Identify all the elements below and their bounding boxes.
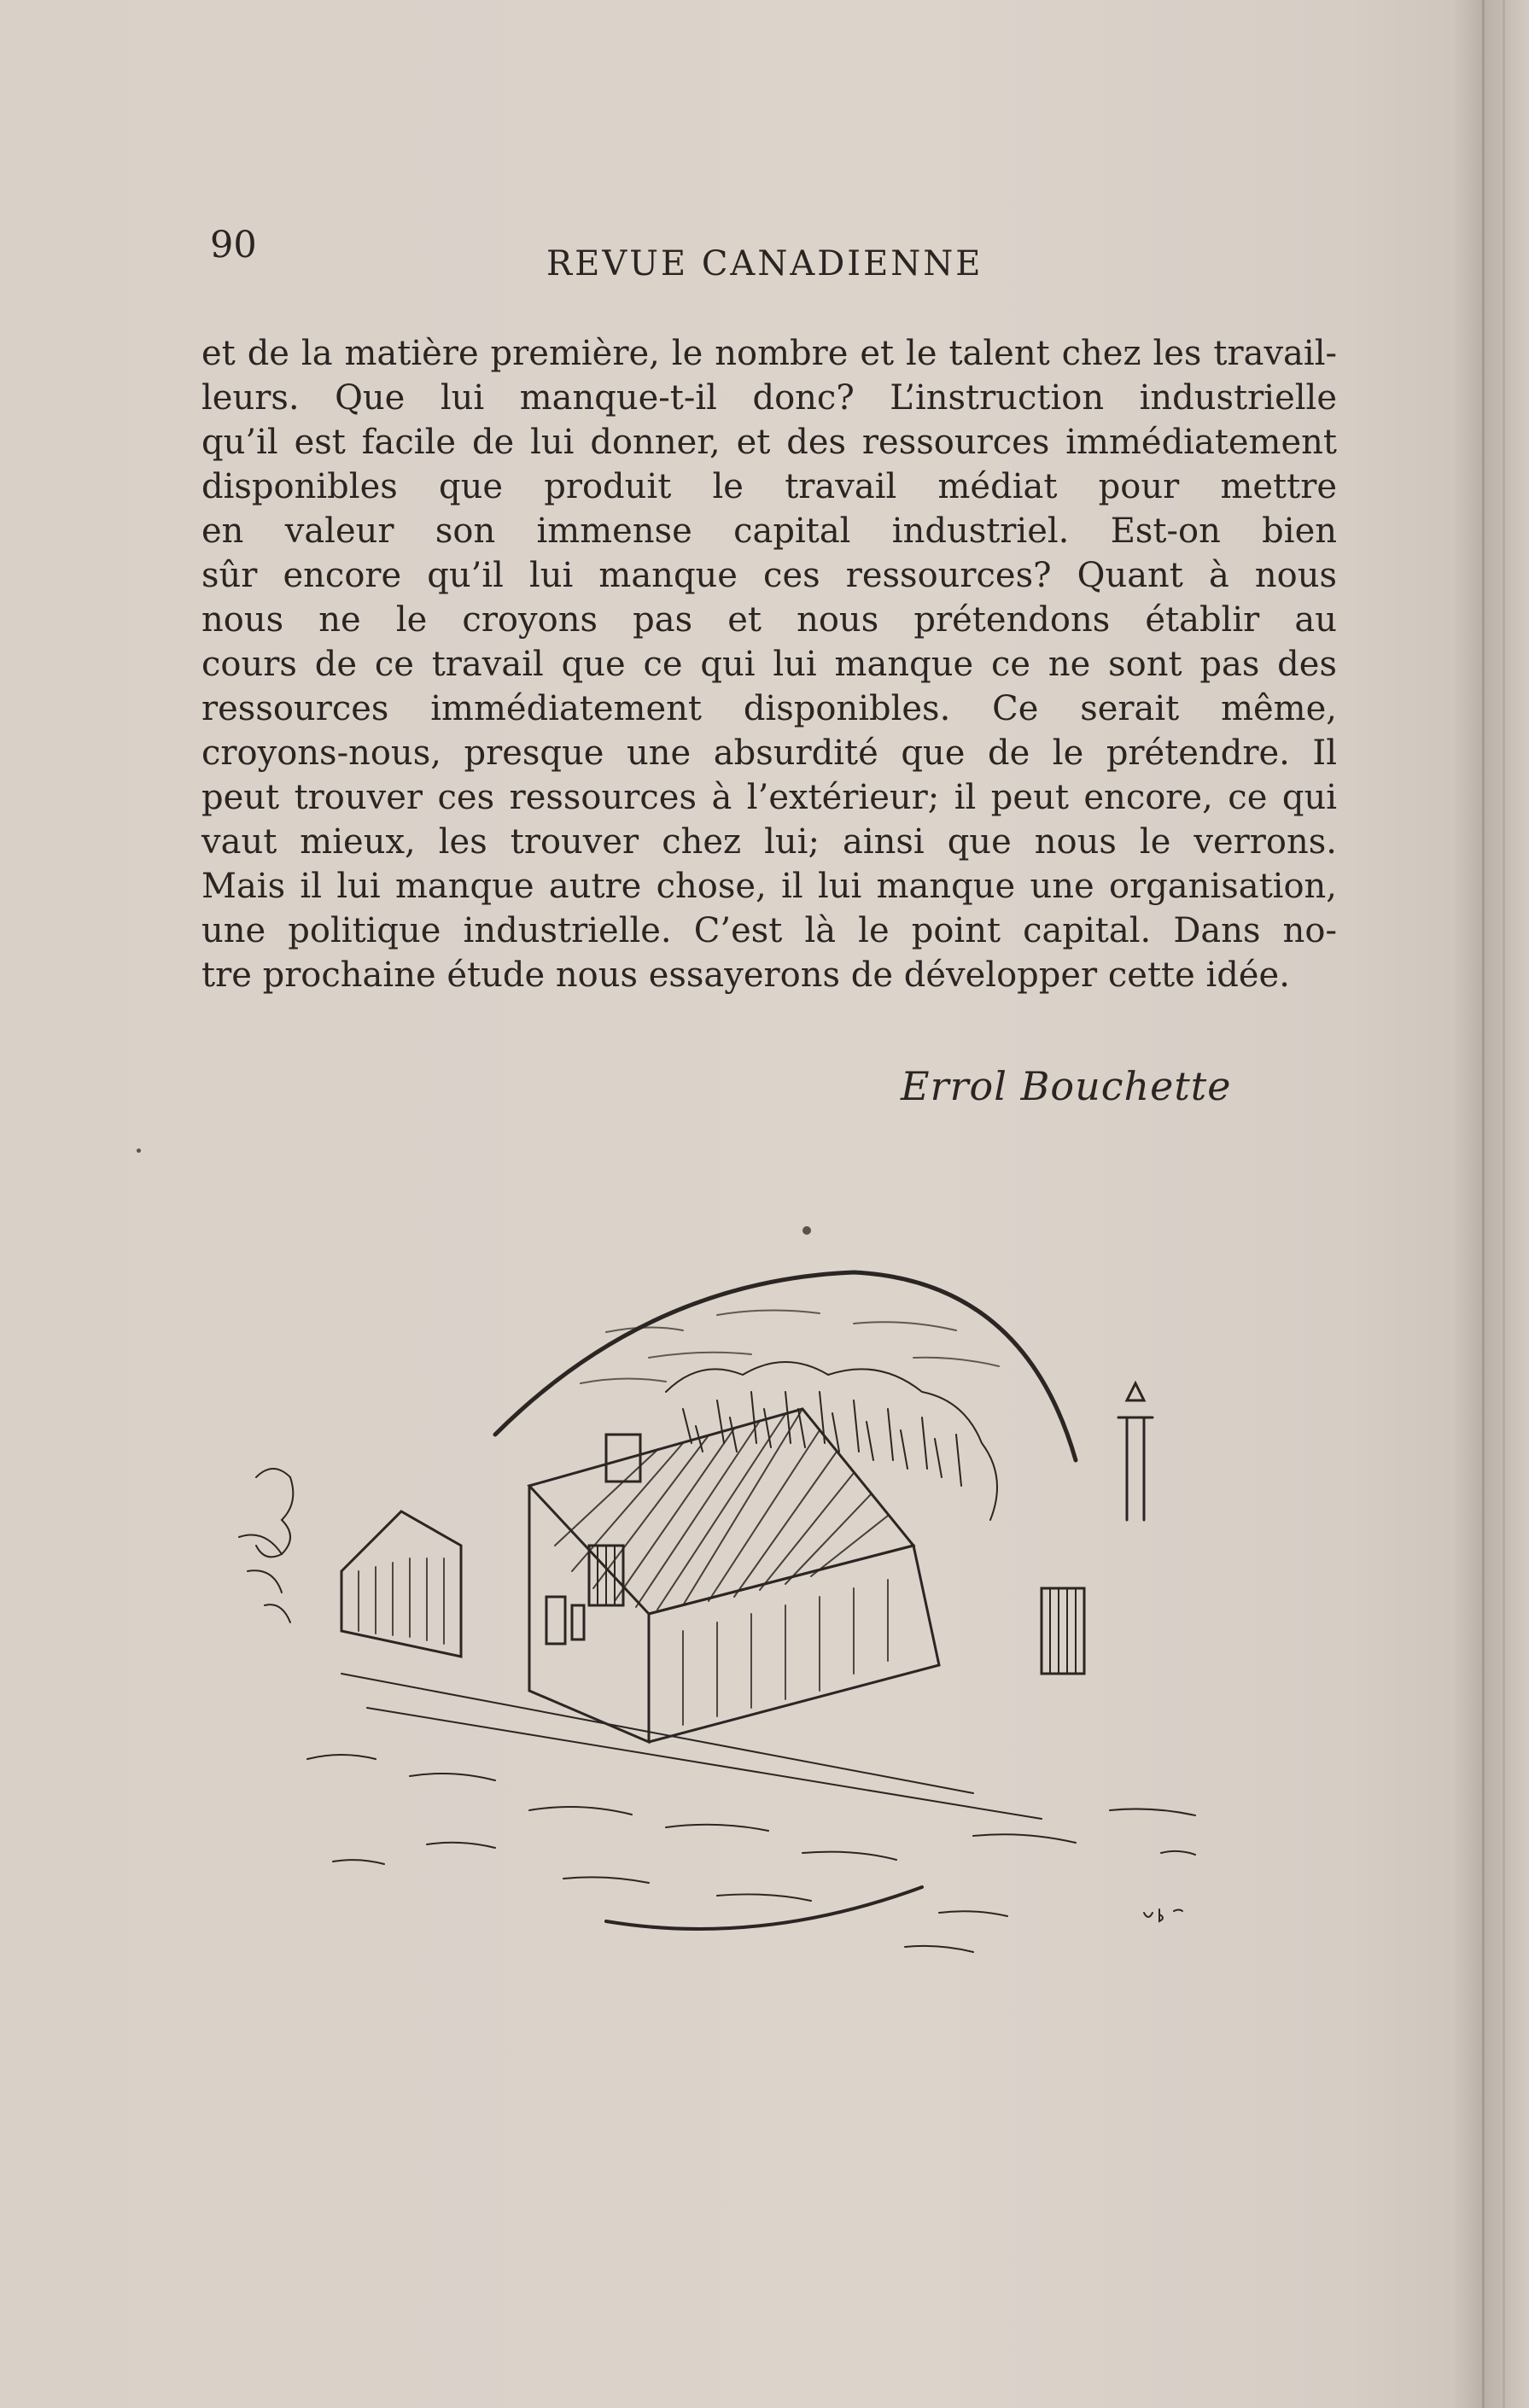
left-bushes [239, 1469, 293, 1622]
text-line: qu’il est facile de lui donner, et des ressources immédiatement [201, 423, 1337, 462]
text-line: vaut mieux, les trouver chez lui; ainsi que nous le verrons. [201, 822, 1337, 862]
text-line: et de la matière première, le nombre et le talent chez les travail- [201, 334, 1337, 373]
sky-hatching [581, 1310, 999, 1383]
page-edge-shadow [1503, 0, 1505, 2408]
well-post [1118, 1383, 1153, 1520]
text-line: sûr encore qu’il lui manque ces ressources? Quant à nous [201, 556, 1337, 595]
wall-hatching [683, 1580, 888, 1725]
chimney [606, 1435, 640, 1482]
text-line: ressources immédiatement disponibles. Ce serait même, [201, 689, 1337, 728]
tree-foliage [666, 1362, 997, 1520]
window-small [572, 1605, 584, 1639]
text-line: croyons-nous, presque une absurdité que de le prétendre. Il [201, 734, 1337, 773]
house-vignette-illustration [205, 1264, 1298, 1990]
door [546, 1597, 565, 1644]
text-line: Mais il lui manque autre chose, il lui manque une organisation, [201, 867, 1337, 906]
ink-speck [802, 1226, 811, 1235]
page-number: 90 [210, 224, 257, 266]
right-shed [1042, 1588, 1084, 1674]
author-signature: Errol Bouchette [901, 1063, 1232, 1109]
artist-mark [1144, 1909, 1182, 1921]
text-line: tre prochaine étude nous essayerons de développer cette idée. [201, 956, 1290, 995]
text-line: nous ne le croyons pas et nous prétendons établir au [201, 600, 1337, 640]
arch-frame [495, 1272, 1076, 1460]
text-line: disponibles que produit le travail médiat pour mettre [201, 467, 1337, 506]
text-line: en valeur son immense capital industriel. Est-on bien [201, 511, 1337, 551]
text-line: une politique industrielle. C’est là le point capital. Dans no- [201, 911, 1337, 950]
running-title: REVUE CANADIENNE [546, 244, 983, 283]
page-edge [1482, 0, 1485, 2408]
text-line: cours de ce travail que ce qui lui manque ce ne sont pas des [201, 645, 1337, 684]
arch-base [606, 1887, 922, 1929]
text-line: leurs. Que lui manque-t-il donc? L’instruction industrielle [201, 378, 1337, 418]
text-line: peut trouver ces ressources à l’extérieur; il peut encore, ce qui [201, 778, 1337, 817]
ink-speck [137, 1148, 141, 1153]
article-text [201, 331, 1337, 997]
